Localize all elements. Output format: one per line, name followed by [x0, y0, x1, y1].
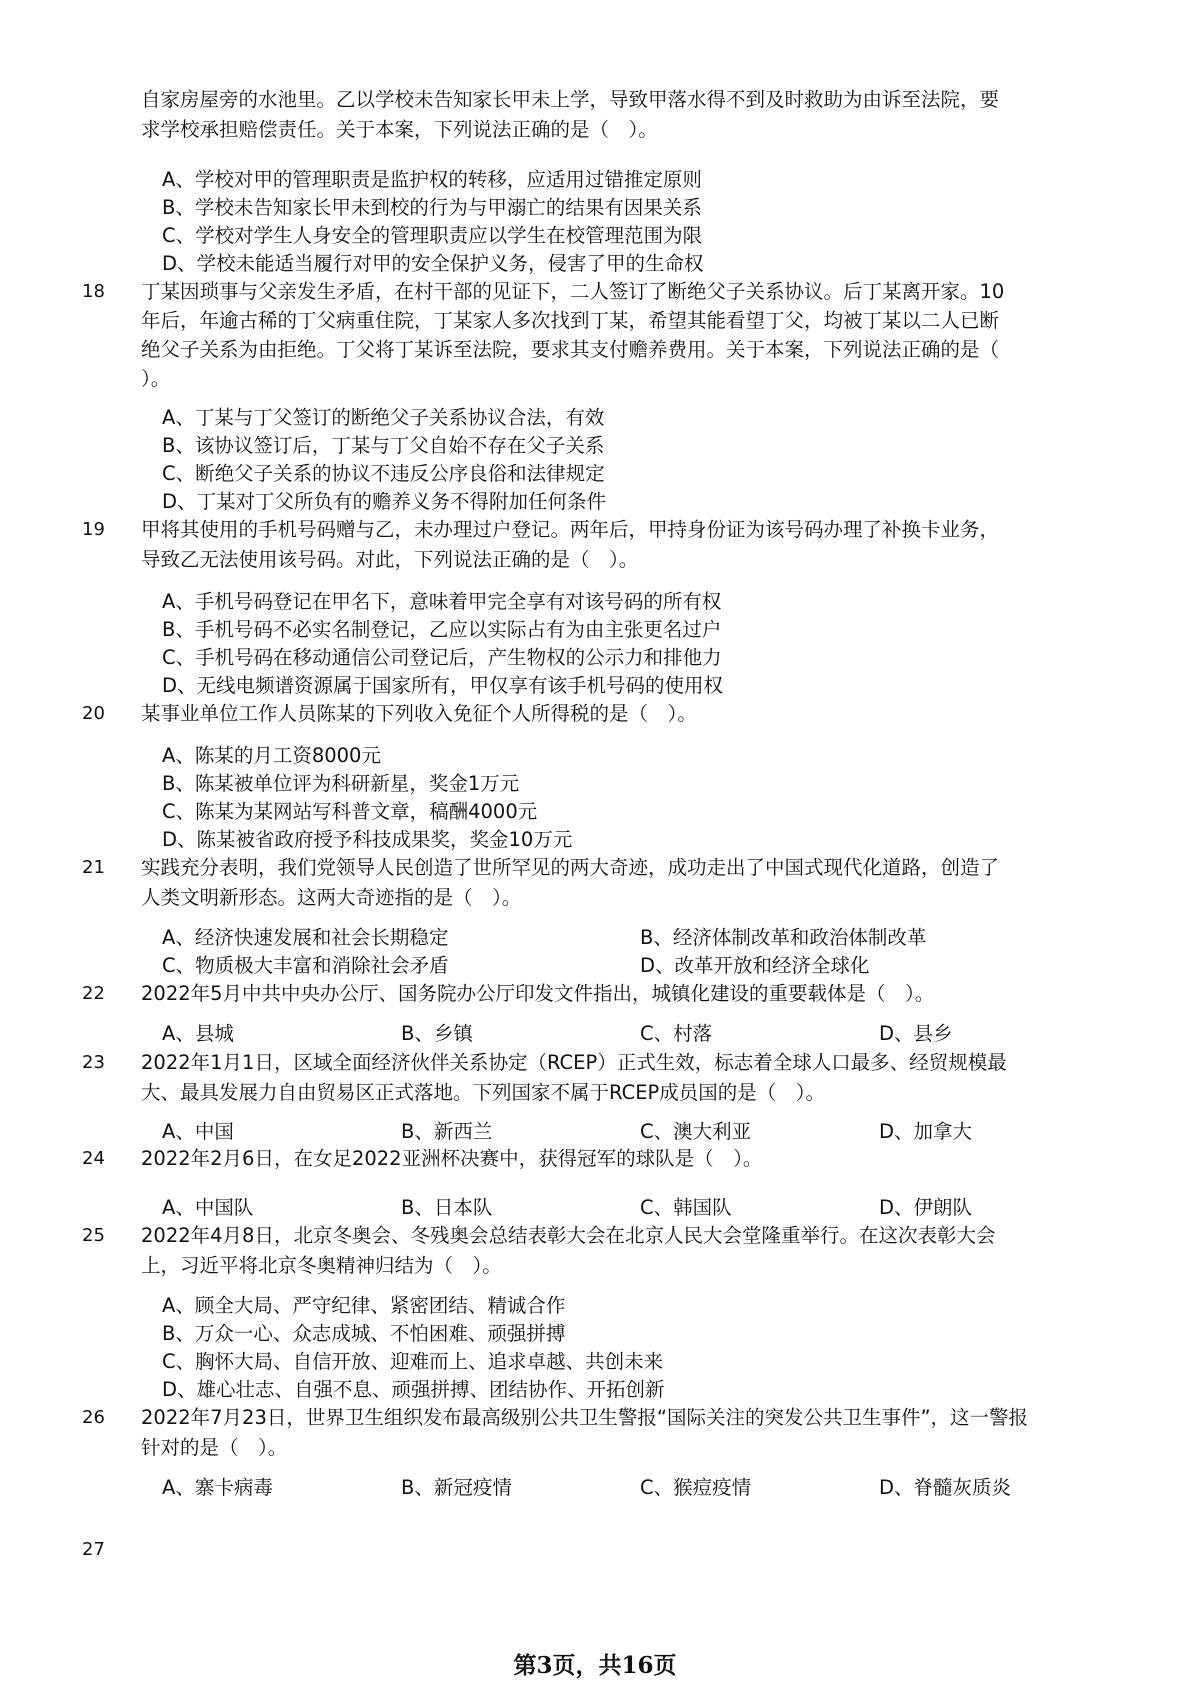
option-b: B、学校未告知家长甲未到校的行为与甲溺亡的结果有因果关系: [162, 196, 702, 219]
option-c: C、猴痘疫情: [640, 1476, 752, 1499]
option-a: A、学校对甲的管理职责是监护权的转移，应适用过错推定原则: [162, 168, 702, 191]
option-b: B、日本队: [401, 1196, 493, 1219]
option-d: D、伊朗队: [879, 1196, 973, 1219]
option-d: D、加拿大: [879, 1120, 973, 1143]
question-stem-line: 2022年7月23日，世界卫生组织发布最高级别公共卫生警报“国际关注的突发公共卫生事件”，这一警报: [141, 1406, 1029, 1429]
question-stem-line: 丁某因琐事与父亲发生矛盾，在村干部的见证下，二人签订了断绝父子关系协议。后丁某离开家。10: [141, 280, 1005, 303]
option-d: D、脊髓灰质炎: [879, 1476, 1012, 1499]
option-a: A、手机号码登记在甲名下，意味着甲完全享有对该号码的所有权: [162, 590, 722, 613]
option-d: D、改革开放和经济全球化: [640, 954, 870, 977]
option-b: B、陈某被单位评为科研新星，奖金1万元: [162, 772, 520, 795]
option-c: C、胸怀大局、自信开放、迎难而上、追求卓越、共创未来: [162, 1350, 664, 1373]
option-c: C、澳大利亚: [640, 1120, 752, 1143]
question-stem-line: 实践充分表明，我们党领导人民创造了世所罕见的两大奇迹，成功走出了中国式现代化道路，创造了: [141, 856, 1000, 879]
question-number: 26: [82, 1407, 105, 1428]
option-d: D、县乡: [879, 1022, 953, 1045]
question-stem-line: 导致乙无法使用该号码。对此，下列说法正确的是（ ）。: [141, 548, 639, 571]
question-stem-line: 2022年1月1日，区域全面经济伙伴关系协定（RCEP）正式生效，标志着全球人口最多、经贸规模最: [141, 1051, 1007, 1074]
question-number: 21: [82, 857, 105, 878]
option-c: C、陈某为某网站写科普文章，稿酬4000元: [162, 800, 538, 823]
question-stem-line: 绝父子关系为由拒绝。丁父将丁某诉至法院，要求其支付赡养费用。关于本案，下列说法正确的是（: [141, 338, 1000, 361]
option-b: B、新西兰: [401, 1120, 493, 1143]
question-number: 23: [82, 1052, 105, 1073]
option-a: A、寨卡病毒: [162, 1476, 273, 1499]
page-footer: 第3页，共16页: [513, 1652, 677, 1679]
option-a: A、中国队: [162, 1196, 254, 1219]
option-c: C、断绝父子关系的协议不违反公序良俗和法律规定: [162, 462, 605, 485]
question-number: 20: [82, 703, 105, 724]
question-stem-line: 大、最具发展力自由贸易区正式落地。下列国家不属于RCEP成员国的是（ ）。: [141, 1081, 826, 1104]
option-c: C、学校对学生人身安全的管理职责应以学生在校管理范围为限: [162, 224, 703, 247]
question-stem-line: 针对的是（ ）。: [141, 1436, 288, 1459]
option-d: D、学校未能适当履行对甲的安全保护义务，侵害了甲的生命权: [162, 252, 704, 275]
question-number: 22: [82, 983, 105, 1004]
option-b: B、经济体制改革和政治体制改革: [640, 926, 927, 949]
question-number: 18: [82, 281, 105, 302]
option-a: A、陈某的月工资8000元: [162, 744, 381, 767]
question-stem-line: 某事业单位工作人员陈某的下列收入免征个人所得税的是（ ）。: [141, 702, 697, 725]
option-b: B、乡镇: [401, 1022, 473, 1045]
question-stem-line: 2022年5月中共中央办公厅、国务院办公厅印发文件指出，城镇化建设的重要载体是（ ）。: [141, 982, 935, 1005]
option-c: C、物质极大丰富和消除社会矛盾: [162, 954, 449, 977]
question-number: 27: [82, 1539, 105, 1560]
option-a: A、县城: [162, 1022, 234, 1045]
option-c: C、韩国队: [640, 1196, 732, 1219]
option-a: A、丁某与丁父签订的断绝父子关系协议合法，有效: [162, 406, 605, 429]
option-c: C、手机号码在移动通信公司登记后，产生物权的公示力和排他力: [162, 646, 722, 669]
question-stem-line: ）。: [141, 367, 171, 390]
option-b: B、万众一心、众志成城、不怕困难、顽强拼搏: [162, 1322, 566, 1345]
option-a: A、经济快速发展和社会长期稳定: [162, 926, 449, 949]
question-stem-line: 年后，年逾古稀的丁父病重住院，丁某家人多次找到丁某，希望其能看望丁父，均被丁某以二人已断: [141, 309, 1000, 332]
question-stem-line: 上，习近平将北京冬奥精神归结为（ ）。: [141, 1254, 502, 1277]
continuation-line: 自家房屋旁的水池里。乙以学校未告知家长甲未上学，导致甲落水得不到及时救助为由诉至法院，要: [141, 88, 1000, 111]
option-c: C、村落: [640, 1022, 713, 1045]
option-a: A、顾全大局、严守纪律、紧密团结、精诚合作: [162, 1294, 566, 1317]
option-d: D、雄心壮志、自强不息、顽强拼搏、团结协作、开拓创新: [162, 1378, 665, 1401]
question-number: 19: [82, 519, 105, 540]
question-stem-line: 甲将其使用的手机号码赠与乙，未办理过户登记。两年后，甲持身份证为该号码办理了补换卡业务，: [141, 518, 1000, 541]
question-stem-line: 人类文明新形态。这两大奇迹指的是（ ）。: [141, 886, 522, 909]
option-b: B、新冠疫情: [401, 1476, 512, 1499]
option-b: B、该协议签订后，丁某与丁父自始不存在父子关系: [162, 434, 605, 457]
question-number: 25: [82, 1225, 105, 1246]
option-d: D、无线电频谱资源属于国家所有，甲仅享有该手机号码的使用权: [162, 674, 724, 697]
question-stem-line: 2022年4月8日，北京冬奥会、冬残奥会总结表彰大会在北京人民大会堂隆重举行。在这次表彰大会: [141, 1224, 996, 1247]
option-d: D、陈某被省政府授予科技成果奖，奖金10万元: [162, 828, 573, 851]
continuation-line: 求学校承担赔偿责任。关于本案，下列说法正确的是（ ）。: [141, 118, 658, 141]
option-a: A、中国: [162, 1120, 234, 1143]
question-number: 24: [82, 1148, 105, 1169]
option-d: D、丁某对丁父所负有的赡养义务不得附加任何条件: [162, 490, 607, 513]
question-stem-line: 2022年2月6日，在女足2022亚洲杯决赛中，获得冠军的球队是（ ）。: [141, 1147, 763, 1170]
option-b: B、手机号码不必实名制登记，乙应以实际占有为由主张更名过户: [162, 618, 722, 641]
